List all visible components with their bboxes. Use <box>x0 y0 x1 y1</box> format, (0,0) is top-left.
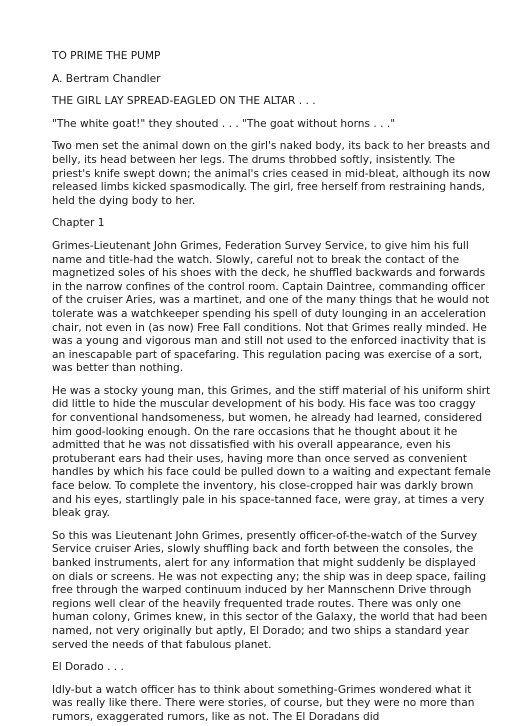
document-body <box>52 50 492 726</box>
paragraph: Two men set the animal down on the girl's naked body, its back to her breasts and belly, its head between her legs. The drums throbbed softly, insistently. The priest's knife swept down; the animal's cries ceased in mid-bleat, although its now released limbs kicked spasmodically. The girl, free herself from restraining hands, held the dying body to her. <box>52 140 491 207</box>
story-title: TO PRIME THE PUMP <box>52 50 161 62</box>
short-line: El Dorado . . . <box>52 661 124 674</box>
dialogue-line: "The white goat!" they shouted . . . "The goat without horns . . ." <box>52 117 396 130</box>
chapter-heading: Chapter 1 <box>52 217 105 230</box>
paragraph: Grimes-Lieutenant John Grimes, Federation Survey Service, to give him his full name and title-had the watch. Slowly, careful not to break the contact of the magnetized soles of his shoes with the deck, he shuffled backwards and forwards in the narrow confines of the control room. Captain Daintree, commanding officer of the cruiser Aries, was a martinet, and one of the many things that he would not tolerate was a watchkeeper spending his spell of duty lounging in an acceleration chair, not even in (as now) Free Fall conditions. Not that Grimes really minded. He was a young and vigorous man and still not used to the enforced inactivity that is an inescapable part of spacefaring. This regulation pacing was exercise of a sort, was better than nothing. <box>52 239 490 375</box>
author-name: A. Bertram Chandler <box>52 72 161 85</box>
opening-line: THE GIRL LAY SPREAD-EAGLED ON THE ALTAR . . . <box>52 95 316 108</box>
paragraph: Idly-but a watch officer has to think about something-Grimes wondered what it was really like there. There were stories, of course, but they were no more than rumors, exaggerated rumors, like as not. The El Doradans did <box>52 683 475 723</box>
paragraph: So this was Lieutenant John Grimes, presently officer-of-the-watch of the Survey Service cruiser Aries, slowly shuffling back and forth between the consoles, the banked instruments, alert for any information that might suddenly be displayed on dials or screens. He was not expecting any; the ship was in deep space, failing free through the warped continuum induced by her Mannschenn Drive through regions well clear of the heavily frequented trade routes. There was only one human colony, Grimes knew, in this sector of the Galaxy, the world that had been named, not very originally but aptly, El Dorado; and two ships a standard year served the needs of that fabulous planet. <box>52 529 488 651</box>
paragraph: He was a stocky young man, this Grimes, and the stiff material of his uniform shirt did little to hide the muscular development of his body. His face was too craggy for conventional handsomeness, but women, he already had learned, considered him good-looking enough. On the rare occasions that he thought about it he admitted that he was not dissatisfied with his overall appearance, even his protuberant ears had their uses, having more than once served as convenient handles by which his face could be pulled down to a waiting and expectant female face below. To complete the inventory, his close-cropped hair was darkly brown and his eyes, startlingly pale in his space-tanned face, were gray, at times a very bleak gray. <box>52 384 491 520</box>
